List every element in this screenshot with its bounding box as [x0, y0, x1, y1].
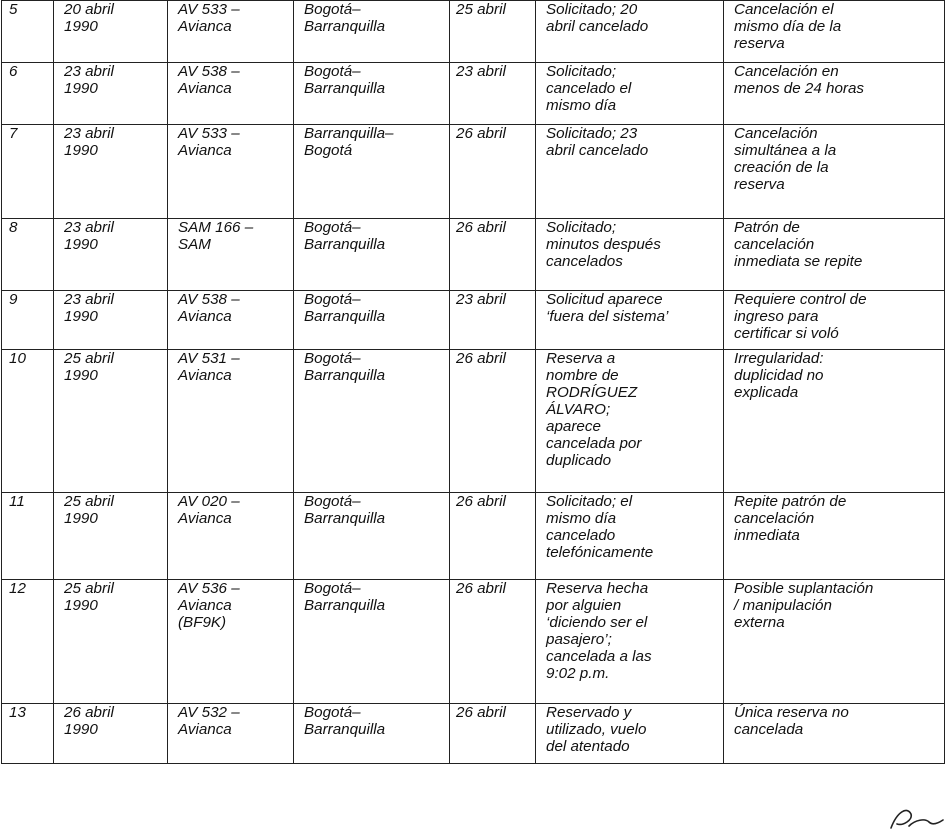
booking-date: 25 abril 1990 [54, 350, 168, 493]
flight: AV 532 – Avianca [168, 704, 294, 764]
route: Bogotá– Barranquilla [294, 704, 450, 764]
booking-date: 23 abril 1990 [54, 291, 168, 350]
observation: Irregularidad: duplicidad no explicada [724, 350, 945, 493]
flight-date: 25 abril [450, 1, 536, 63]
status: Solicitado; el mismo día cancelado telefónicamente [536, 493, 724, 580]
row-number: 7 [2, 125, 54, 219]
flight-date: 26 abril [450, 350, 536, 493]
table-row [2, 493, 945, 580]
table-row [2, 219, 945, 291]
row-number: 5 [2, 1, 54, 63]
route: Bogotá– Barranquilla [294, 580, 450, 704]
route: Bogotá– Barranquilla [294, 291, 450, 350]
row-number: 10 [2, 350, 54, 493]
flight-date: 26 abril [450, 493, 536, 580]
status: Solicitado; 23 abril cancelado [536, 125, 724, 219]
signature-mark [885, 804, 945, 830]
flight: AV 538 – Avianca [168, 291, 294, 350]
status: Solicitud aparece ‘fuera del sistema’ [536, 291, 724, 350]
table-row [2, 291, 945, 350]
row-number: 11 [2, 493, 54, 580]
flight: AV 020 – Avianca [168, 493, 294, 580]
observation: Cancelación en menos de 24 horas [724, 63, 945, 125]
booking-date: 23 abril 1990 [54, 125, 168, 219]
route: Barranquilla– Bogotá [294, 125, 450, 219]
flight-date: 26 abril [450, 219, 536, 291]
flight-date: 23 abril [450, 63, 536, 125]
observation: Repite patrón de cancelación inmediata [724, 493, 945, 580]
route: Bogotá– Barranquilla [294, 350, 450, 493]
booking-date: 25 abril 1990 [54, 580, 168, 704]
table-row [2, 63, 945, 125]
status: Solicitado; cancelado el mismo día [536, 63, 724, 125]
flight: SAM 166 – SAM [168, 219, 294, 291]
row-number: 13 [2, 704, 54, 764]
status: Solicitado; minutos después cancelados [536, 219, 724, 291]
status: Reserva a nombre de RODRÍGUEZ ÁLVARO; aparece cancelada por duplicado [536, 350, 724, 493]
booking-date: 20 abril 1990 [54, 1, 168, 63]
table-row [2, 350, 945, 493]
table-row [2, 1, 945, 63]
observation: Única reserva no cancelada [724, 704, 945, 764]
flight-date: 26 abril [450, 580, 536, 704]
flight-date: 26 abril [450, 125, 536, 219]
booking-date: 23 abril 1990 [54, 63, 168, 125]
route: Bogotá– Barranquilla [294, 63, 450, 125]
flight: AV 533 – Avianca [168, 125, 294, 219]
observation: Cancelación el mismo día de la reserva [724, 1, 945, 63]
route: Bogotá– Barranquilla [294, 493, 450, 580]
flight-date: 23 abril [450, 291, 536, 350]
status: Solicitado; 20 abril cancelado [536, 1, 724, 63]
row-number: 9 [2, 291, 54, 350]
row-number: 6 [2, 63, 54, 125]
booking-date: 25 abril 1990 [54, 493, 168, 580]
table-row [2, 704, 945, 764]
flight: AV 536 – Avianca (BF9K) [168, 580, 294, 704]
flight: AV 533 – Avianca [168, 1, 294, 63]
booking-date: 26 abril 1990 [54, 704, 168, 764]
row-number: 12 [2, 580, 54, 704]
route: Bogotá– Barranquilla [294, 219, 450, 291]
route: Bogotá– Barranquilla [294, 1, 450, 63]
flight-date: 26 abril [450, 704, 536, 764]
observation: Patrón de cancelación inmediata se repite [724, 219, 945, 291]
reservations-table [1, 0, 945, 764]
status: Reserva hecha por alguien ‘diciendo ser el pasajero’; cancelada a las 9:02 p.m. [536, 580, 724, 704]
observation: Requiere control de ingreso para certificar si voló [724, 291, 945, 350]
table-row [2, 125, 945, 219]
observation: Cancelación simultánea a la creación de la reserva [724, 125, 945, 219]
flight: AV 531 – Avianca [168, 350, 294, 493]
flight: AV 538 – Avianca [168, 63, 294, 125]
row-number: 8 [2, 219, 54, 291]
booking-date: 23 abril 1990 [54, 219, 168, 291]
observation: Posible suplantación / manipulación externa [724, 580, 945, 704]
table-row [2, 580, 945, 704]
status: Reservado y utilizado, vuelo del atentado [536, 704, 724, 764]
